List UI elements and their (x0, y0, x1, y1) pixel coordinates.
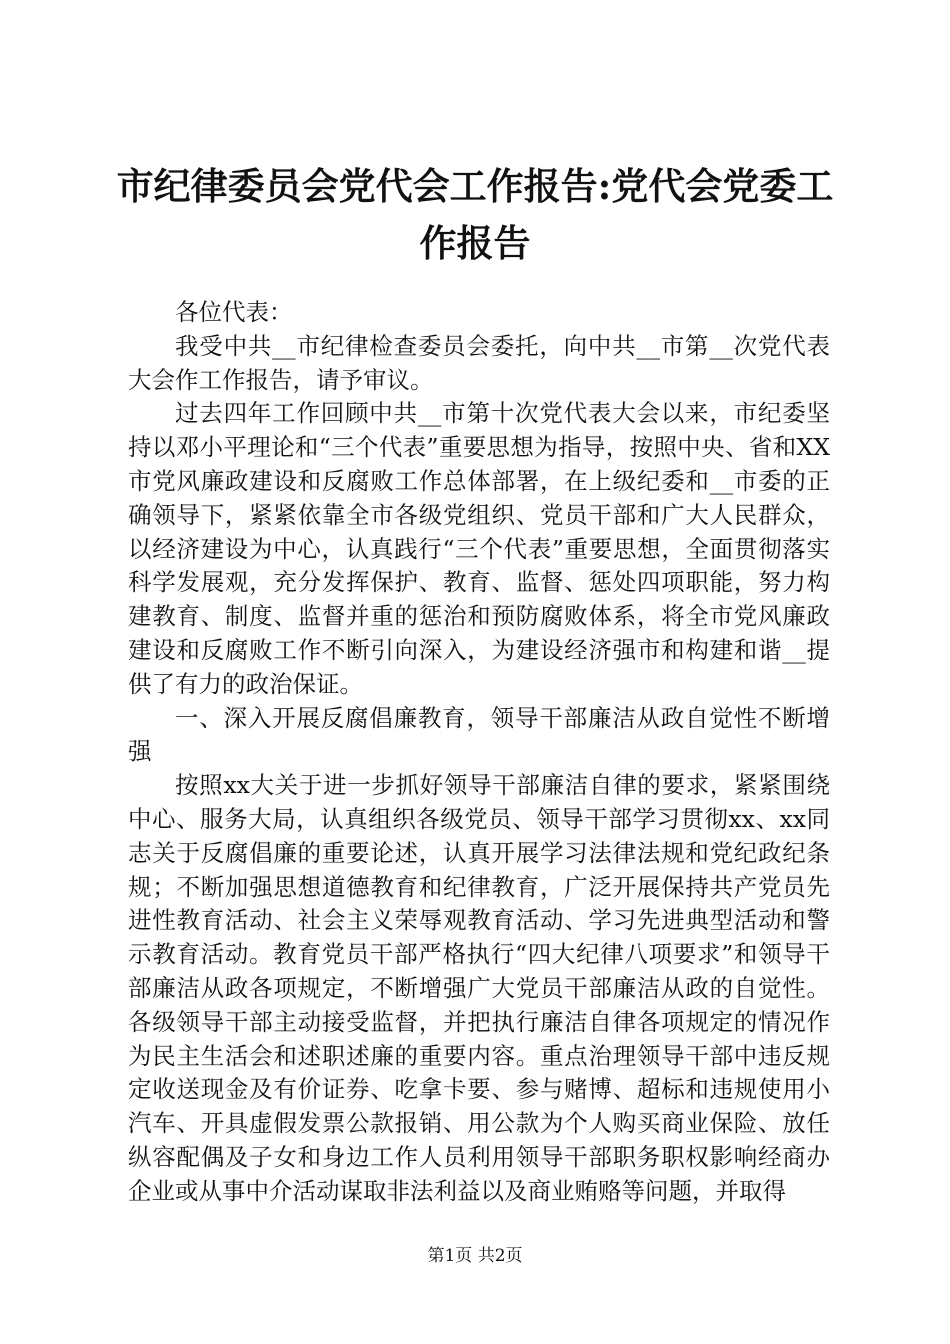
document-body (128, 296, 830, 1209)
section-body-paragraph: 按照xx大关于进一步抓好领导干部廉洁自律的要求，紧紧围绕中心、服务大局，认真组织各级党员、领导干部学习贯彻xx、xx同志关于反腐倡廉的重要论述，认真开展学习法律法规和党纪政纪条规；不断加强思想道德教育和纪律教育，广泛开展保持共产党员先进性教育活动、社会主义荣辱观教育活动、学习先进典型活动和警示教育活动。教育党员干部严格执行“四大纪律八项要求”和领导干部廉洁从政各项规定，不断增强广大党员干部廉洁从政的自觉性。各级领导干部主动接受监督，并把执行廉洁自律各项规定的情况作为民主生活会和述职述廉的重要内容。重点治理领导干部中违反规定收送现金及有价证券、吃拿卡要、参与赌博、超标和违规使用小汽车、开具虚假发票公款报销、用公款为个人购买商业保险、放任纵容配偶及子女和身边工作人员利用领导干部职务职权影响经商办企业或从事中介活动谋取非法利益以及商业贿赂等问题，并取得 (128, 771, 830, 1205)
page-footer: 第1页 共2页 (427, 1246, 523, 1266)
review-paragraph: 过去四年工作回顾中共__市第十次党代表大会以来，市纪委坚持以邓小平理论和“三个代表”重要思想为指导，按照中央、省和XX市党风廉政建设和反腐败工作总体部署，在上级纪委和__市委的正确领导下，紧紧依靠全市各级党组织、党员干部和广大人民群众，以经济建设为中心，认真践行“三个代表”重要思想，全面贯彻落实科学发展观，充分发挥保护、教育、监督、惩处四项职能，努力构建教育、制度、监督并重的惩治和预防腐败体系，将全市党风廉政建设和反腐败工作不断引向深入，为建设经济强市和构建和谐__提供了有力的政治保证。 (128, 399, 830, 698)
section-heading: 一、深入开展反腐倡廉教育，领导干部廉洁从政自觉性不断增强 (128, 703, 830, 766)
document-title: 市纪律委员会党代会工作报告:党代会党委工作报告 (116, 164, 834, 265)
salutation-paragraph: 各位代表： (175, 298, 293, 326)
intro-paragraph: 我受中共__市纪律检查委员会委托，向中共__市第__次党代表大会作工作报告，请予审议。 (128, 331, 830, 394)
